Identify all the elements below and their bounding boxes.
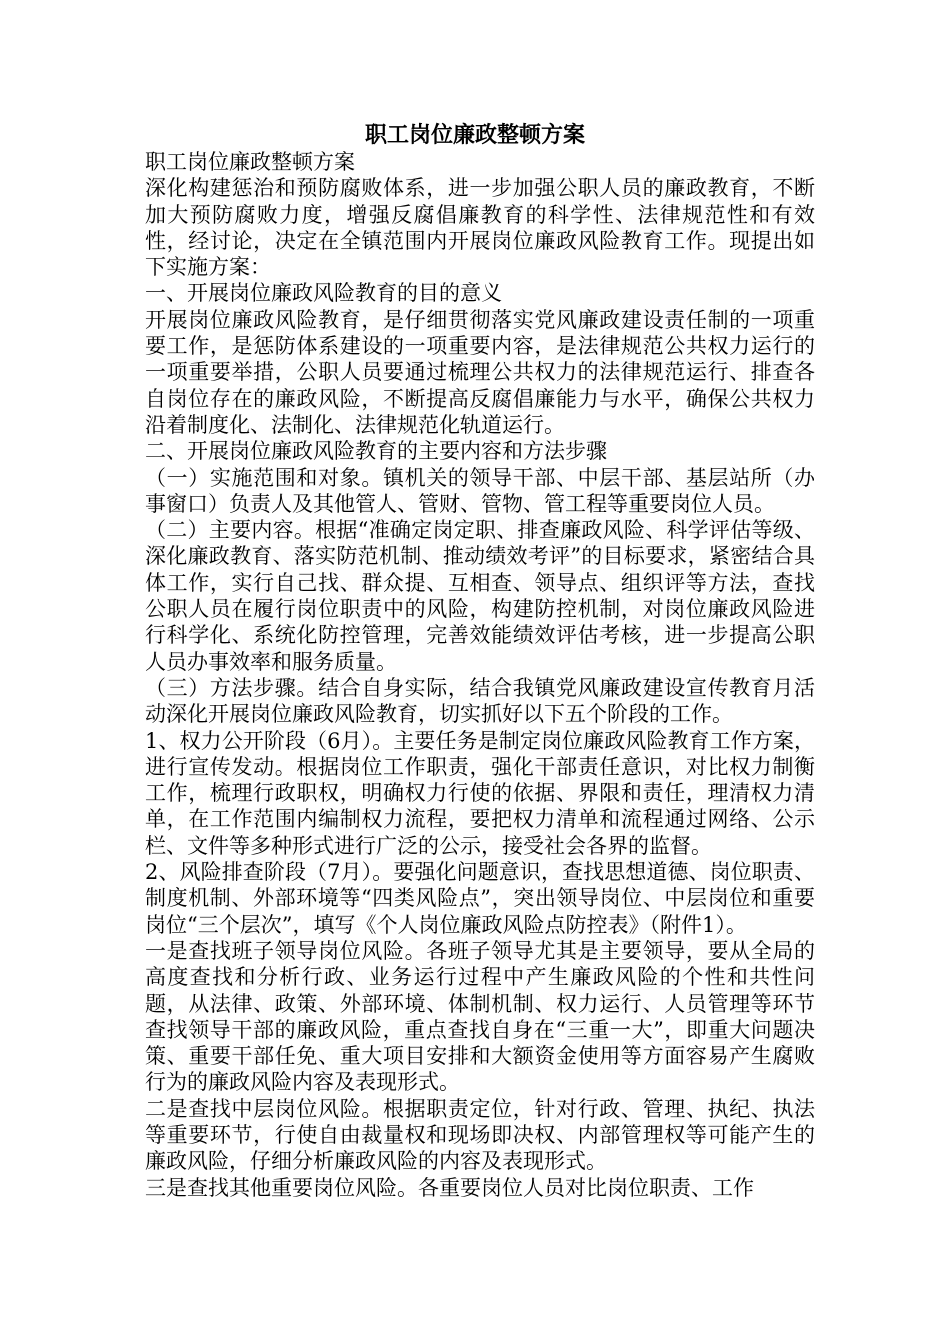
document-title: 职工岗位廉政整顿方案 <box>364 123 585 148</box>
body-paragraph: 2、风险排查阶段（7月）。要强化问题意识，查找思想道德、岗位职责、制度机制、外部环境等“四类风险点”，突出领导岗位、中层岗位和重要岗位“三个层次”，填写《个人岗位廉政风险点防控表》（附件1）。 <box>145 860 815 937</box>
section-heading-1: 一、开展岗位廉政风险教育的目的意义 <box>145 281 502 306</box>
section-heading-2: 二、开展岗位廉政风险教育的主要内容和方法步骤 <box>145 439 607 464</box>
body-paragraph: 1、权力公开阶段（6月）。主要任务是制定岗位廉政风险教育工作方案，进行宣传发动。根据岗位工作职责，强化干部责任意识，对比权力制衡工作，梳理行政职权，明确权力行使的依据、界限和责任，理清权力清单，在工作范围内编制权力流程，要把权力清单和流程通过网络、公示栏、文件等多种形式进行广泛的公示，接受社会各界的监督。 <box>145 728 815 858</box>
body-paragraph: 二是查找中层岗位风险。根据职责定位，针对行政、管理、执纪、执法等重要环节，行使自由裁量权和现场即决权、内部管理权等可能产生的廉政风险，仔细分析廉政风险的内容及表现形式。 <box>145 1096 815 1174</box>
document-body <box>145 149 815 1201</box>
body-paragraph: 一是查找班子领导岗位风险。各班子领导尤其是主要领导，要从全局的高度查找和分析行政、业务运行过程中产生廉政风险的个性和共性问题，从法律、政策、外部环境、体制机制、权力运行、人员管理等环节查找领导干部的廉政风险，重点查找自身在“三重一大”，即重大问题决策、重要干部任免、重大项目安排和大额资金使用等方面容易产生腐败行为的廉政风险内容及表现形式。 <box>145 938 815 1095</box>
body-paragraph: 开展岗位廉政风险教育，是仔细贯彻落实党风廉政建设责任制的一项重要工作，是惩防体系建设的一项重要内容，是法律规范公共权力运行的一项重要举措，公职人员要通过梳理公共权力的法律规范运行、排查各自岗位存在的廉政风险，不断提高反腐倡廉能力与水平，确保公共权力沿着制度化、法制化、法律规范化轨道运行。 <box>145 307 815 437</box>
body-paragraph: （三）方法步骤。结合自身实际，结合我镇党风廉政建设宣传教育月活动深化开展岗位廉政风险教育，切实抓好以下五个阶段的工作。 <box>145 675 815 727</box>
body-paragraph: 三是查找其他重要岗位风险。各重要岗位人员对比岗位职责、工作 <box>145 1175 754 1200</box>
body-paragraph: （二）主要内容。根据“准确定岗定职、排查廉政风险、科学评估等级、深化廉政教育、落实防范机制、推动绩效考评”的目标要求，紧密结合具体工作，实行自己找、群众提、互相查、领导点、组织评等方法，查找公职人员在履行岗位职责中的风险，构建防控机制，对岗位廉政风险进行科学化、系统化防控管理，完善效能绩效评估考核，进一步提高公职人员办事效率和服务质量。 <box>145 518 815 674</box>
subtitle-paragraph: 职工岗位廉政整顿方案 <box>145 150 355 174</box>
intro-paragraph: 深化构建惩治和预防腐败体系，进一步加强公职人员的廉政教育，不断加大预防腐败力度，增强反腐倡廉教育的科学性、法律规范性和有效性，经讨论，决定在全镇范围内开展岗位廉政风险教育工作。现提出如下实施方案： <box>145 176 815 280</box>
body-paragraph: （一）实施范围和对象。镇机关的领导干部、中层干部、基层站所（办事窗口）负责人及其他管人、管财、管物、管工程等重要岗位人员。 <box>145 465 815 516</box>
